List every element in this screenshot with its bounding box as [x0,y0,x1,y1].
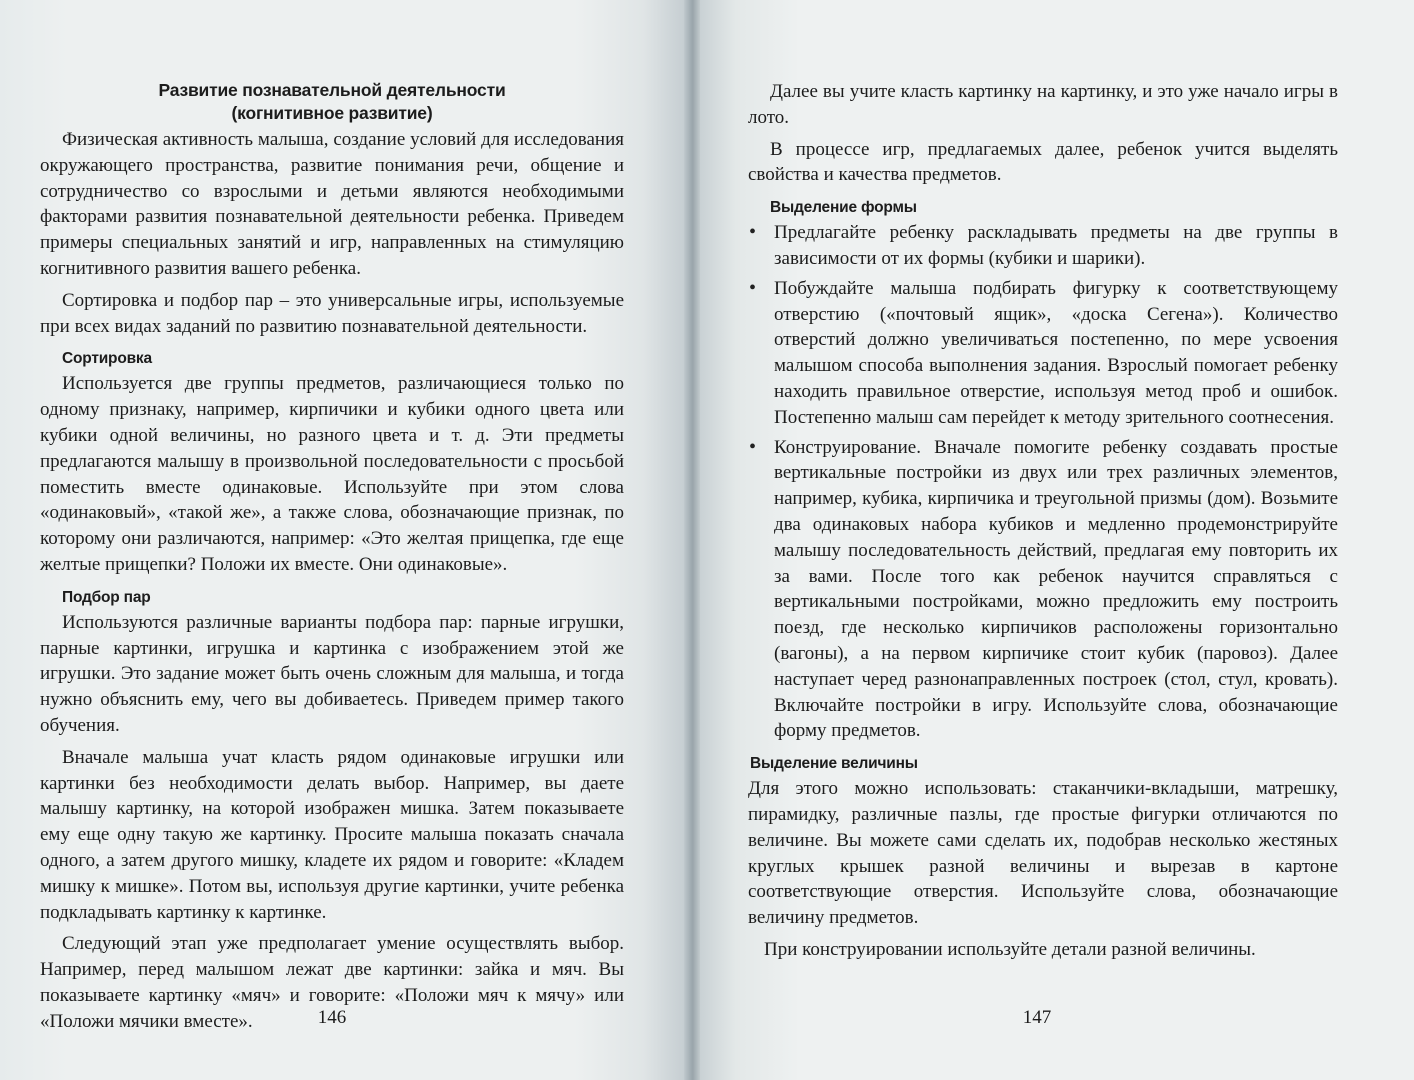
chapter-title-line2: (когнитивное развитие) [231,103,433,123]
intro-paragraph-2: Сортировка и подбор пар – это универсальные игры, используемые при всех видах заданий по развитию познавательной деятельности. [40,289,624,337]
right-page-content [748,79,1338,963]
lead-paragraph-1: Далее вы учите класть картинку на картинку, и это уже начало игры в лото. [748,81,1338,128]
page-number-left: 146 [317,1007,347,1028]
left-page [0,0,684,1080]
right-page [700,0,1414,1080]
sorting-paragraph: Используется две группы предметов, различающиеся только по одному признаку, например, кирпичики и кубики одного цвета или кубики одной величины, но разного цвета и т. д. Эти предметы предлагаются малышу в произвольной последовательности с просьбой поместить вместе одинаковые. Используйте при этом слова «одинаковый», «такой же», а также слова, обозначающие признак, по которому они различаются, например: «Это желтая прищепка, где еще желтые прищепки? Положи их вместе. Они одинаковые». [40,373,624,575]
section-heading-shape: Выделение формы [770,199,917,217]
pairs-paragraph-3: Следующий этап уже предполагает умение осуществлять выбор. Например, перед малышом лежат две картинки: зайка и мяч. Вы показываете картинку «мяч» и говорите: «Положи мяч к мячу» или «Положи мячики вместе». [40,933,624,1032]
bullet-item: • Побуждайте малыша подбирать фигурку к соответствующему отверстию («почтовый ящик», «доска Сегена»). Количество отверстий должно увеличиваться постепенно, по мере усвоения малышом способа выполнения задания. Взрослый помогает ребенку находить правильное отверстие, используя метод проб и ошибок. Постепенно малыш сам перейдет к методу зрительного соотнесения. [748,276,1338,431]
chapter-title-line1: Развитие познавательной деятельности [158,80,506,100]
section-heading-size: Выделение величины [750,755,918,773]
page-number-right: 147 [1022,1007,1052,1028]
book-gutter [684,0,700,1080]
lead-paragraph-2: В процессе игр, предлагаемых далее, ребенок учится выделять свойства и качества предметов. [748,138,1338,186]
section-heading-sorting: Сортировка [62,350,152,368]
size-paragraph-2: При конструировании используйте детали разной величины. [764,938,1256,960]
left-page-content [40,79,624,1035]
size-paragraph: Для этого можно использовать: стаканчики-вкладыши, матрешку, пирамидку, различные пазлы, где простые фигурки отличаются по величине. Вы можете сами сделать их, подобрав несколько жестяных круглых крышек разной величины и вырезав в картоне соответствующие отверстия. Используйте слова, обозначающие величину предметов. [748,778,1338,929]
shape-bullet-list [748,220,1338,744]
intro-paragraph: Физическая активность малыша, создание условий для исследования окружающего пространства, развитие понимания речи, общение и сотрудничество со взрослыми и детьми являются необходимыми факторами развития познавательной деятельности ребенка. Приведем примеры специальных занятий и игр, направленных на стимуляцию когнитивного развития вашего ребенка. [40,129,624,279]
bullet-item: • Конструирование. Вначале помогите ребенку создавать простые вертикальные постройки из двух или трех различных элементов, например, кубика, кирпичика и треугольной призмы (дом). Возьмите два одинаковых набора кубиков и медленно продемонстрируйте малышу последовательность действий, предлагая ему повторить их за вами. После того как ребенок научится справляться с вертикальными постройками, можно предложить ему построить поезд, где несколько кирпичиков расположены горизонтально (вагоны), а на первом кирпичике стоит кубик (паровоз). Далее наступает черед разнонаправленных построек (стол, стул, кровать). Включайте постройки в игру. Используйте слова, обозначающие форму предметов. [748,435,1338,745]
chapter-title [40,79,624,125]
section-heading-pairs: Подбор пар [62,588,151,606]
bullet-item: • Предлагайте ребенку раскладывать предметы на две группы в зависимости от их формы (кубики и шарики). [748,220,1338,272]
pairs-paragraph-1: Используются различные варианты подбора пар: парные игрушки, парные картинки, игрушка и картинка с изображением этой же игрушки. Это задание может быть очень сложным для малыша, и тогда нужно объяснить ему, чего вы добиваетесь. Приведем пример такого обучения. [40,611,624,736]
pairs-paragraph-2: Вначале малыша учат класть рядом одинаковые игрушки или картинки без необходимости делать выбор. Например, вы даете малышу картинку, на которой изображен мишка. Затем показываете ему еще одну такую же картинку. Просите малыша показать сначала одного, а затем другого мишку, кладете их рядом и говорите: «Кладем мишку к мишке». Потом вы, используя другие картинки, учите ребенка подкладывать картинку к картинке. [40,746,624,923]
